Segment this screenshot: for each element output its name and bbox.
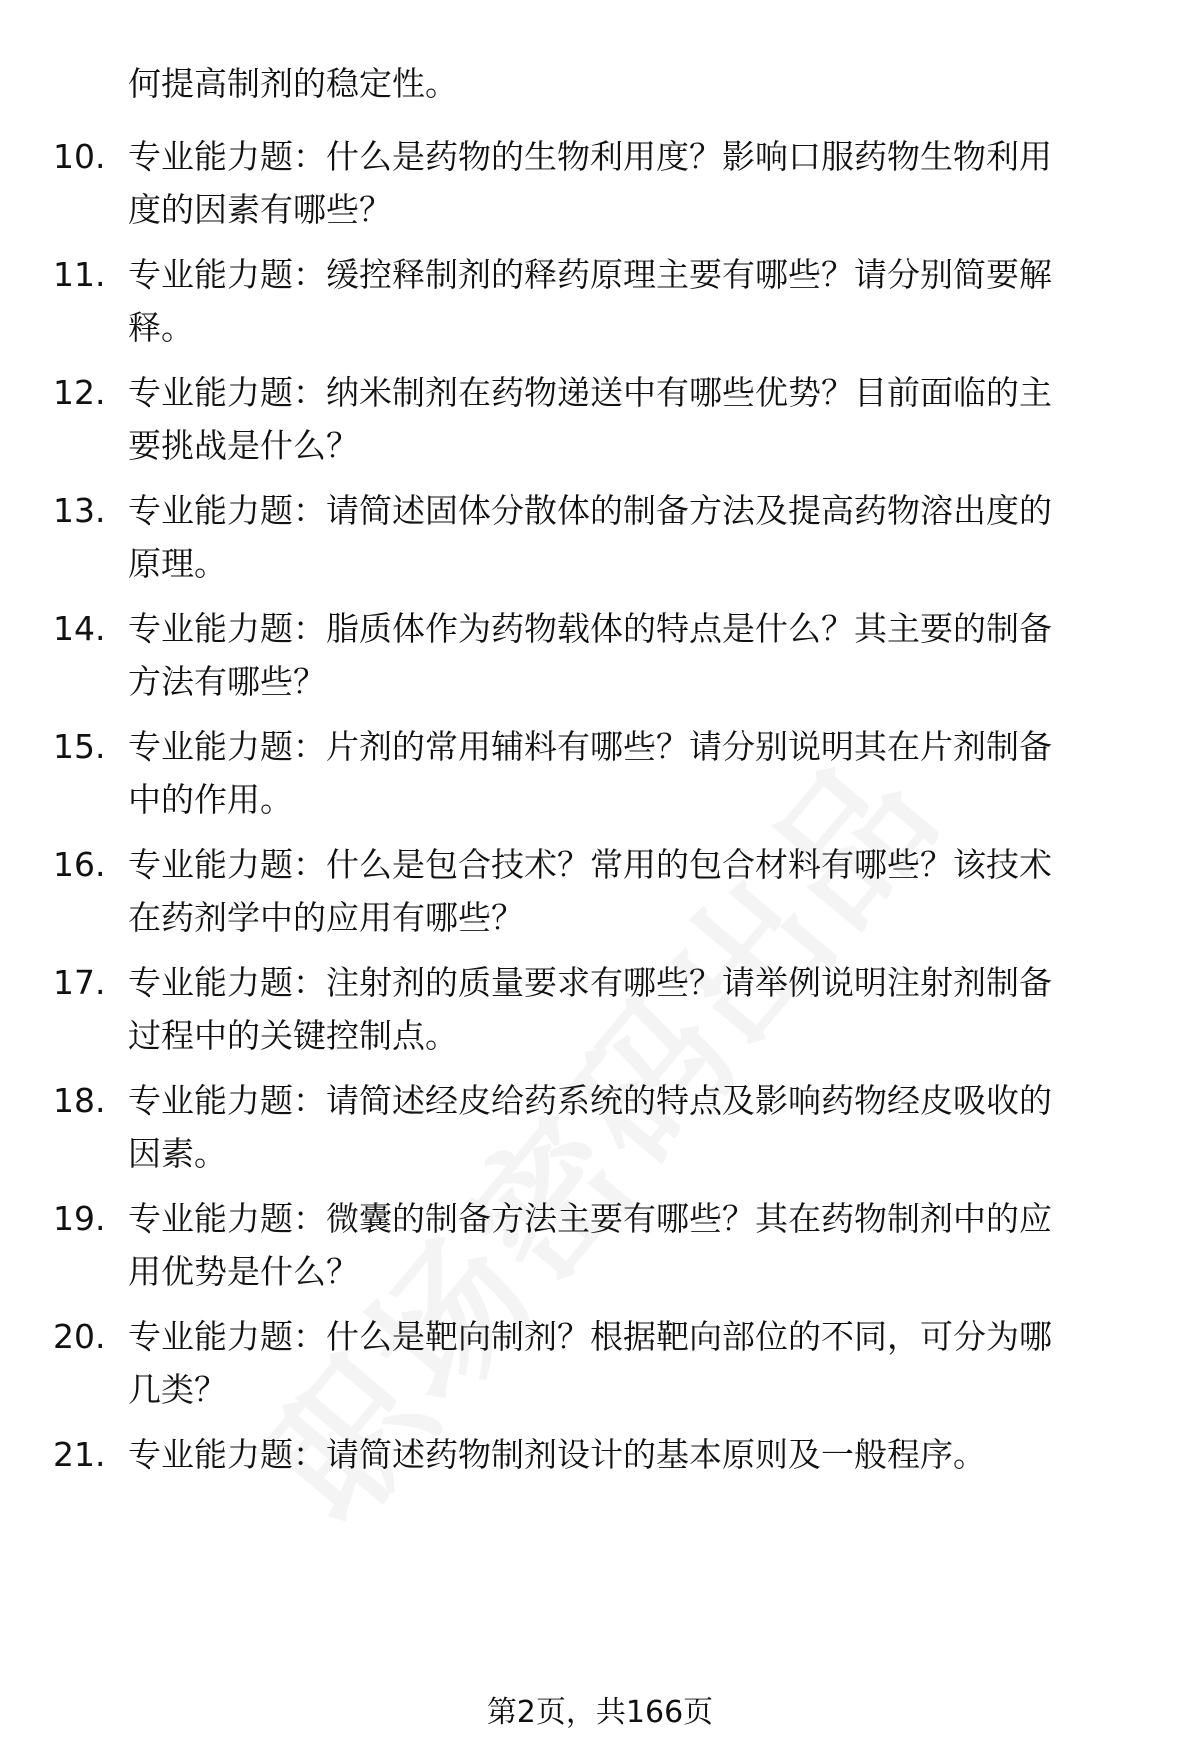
question-line: 专业能力题：什么是包合技术？常用的包合材料有哪些？该技术 — [128, 845, 1052, 884]
question-line: 专业能力题：请简述经皮给药系统的特点及影响药物经皮吸收的 — [128, 1081, 1052, 1120]
question-number: 17. — [53, 963, 106, 1002]
question-line: 专业能力题：缓控释制剂的释药原理主要有哪些？请分别简要解 — [128, 255, 1052, 294]
question-text — [128, 484, 1138, 590]
question-number: 19. — [53, 1199, 106, 1238]
question-line: 专业能力题：片剂的常用辅料有哪些？请分别说明其在片剂制备 — [128, 727, 1052, 766]
question-line: 度的因素有哪些？ — [128, 190, 392, 229]
question-number: 15. — [53, 727, 106, 766]
question-line: 用优势是什么？ — [128, 1252, 359, 1291]
question-number: 21. — [53, 1435, 106, 1474]
question-text — [128, 248, 1138, 354]
question-text — [128, 366, 1138, 472]
question-number: 10. — [53, 137, 106, 176]
question-number: 13. — [53, 491, 106, 530]
question-line: 专业能力题：纳米制剂在药物递送中有哪些优势？目前面临的主 — [128, 373, 1052, 412]
question-text — [128, 838, 1138, 944]
continuation-text: 何提高制剂的稳定性。 — [128, 64, 458, 103]
question-text — [128, 720, 1138, 826]
question-line: 专业能力题：什么是靶向制剂？根据靶向部位的不同，可分为哪 — [128, 1317, 1052, 1356]
question-line: 方法有哪些？ — [128, 662, 326, 701]
question-text — [128, 1310, 1138, 1416]
question-line: 在药剂学中的应用有哪些？ — [128, 898, 524, 937]
question-line: 专业能力题：脂质体作为药物载体的特点是什么？其主要的制备 — [128, 609, 1052, 648]
question-line: 专业能力题：什么是药物的生物利用度？影响口服药物生物利用 — [128, 137, 1052, 176]
question-text — [128, 130, 1138, 236]
question-number: 18. — [53, 1081, 106, 1120]
question-number: 20. — [53, 1317, 106, 1356]
question-line: 专业能力题：微囊的制备方法主要有哪些？其在药物制剂中的应 — [128, 1199, 1052, 1238]
question-text — [128, 1074, 1138, 1180]
question-number: 16. — [53, 845, 106, 884]
question-number: 11. — [53, 255, 106, 294]
question-text — [128, 956, 1138, 1062]
question-line: 几类？ — [128, 1370, 227, 1409]
question-line: 专业能力题：注射剂的质量要求有哪些？请举例说明注射剂制备 — [128, 963, 1052, 1002]
question-line: 原理。 — [128, 544, 227, 583]
question-number: 12. — [53, 373, 106, 412]
question-line: 过程中的关键控制点。 — [128, 1016, 458, 1055]
question-line: 专业能力题：请简述固体分散体的制备方法及提高药物溶出度的 — [128, 491, 1052, 530]
question-line: 中的作用。 — [128, 780, 293, 819]
page-footer: 第2页，共166页 — [486, 1695, 714, 1730]
question-line: 要挑战是什么？ — [128, 426, 359, 465]
question-number: 14. — [53, 609, 106, 648]
question-text — [128, 602, 1138, 708]
question-line: 专业能力题：请简述药物制剂设计的基本原则及一般程序。 — [128, 1435, 986, 1474]
question-line: 释。 — [128, 308, 194, 347]
question-text — [128, 1428, 1138, 1481]
question-line: 因素。 — [128, 1134, 227, 1173]
question-text — [128, 1192, 1138, 1298]
